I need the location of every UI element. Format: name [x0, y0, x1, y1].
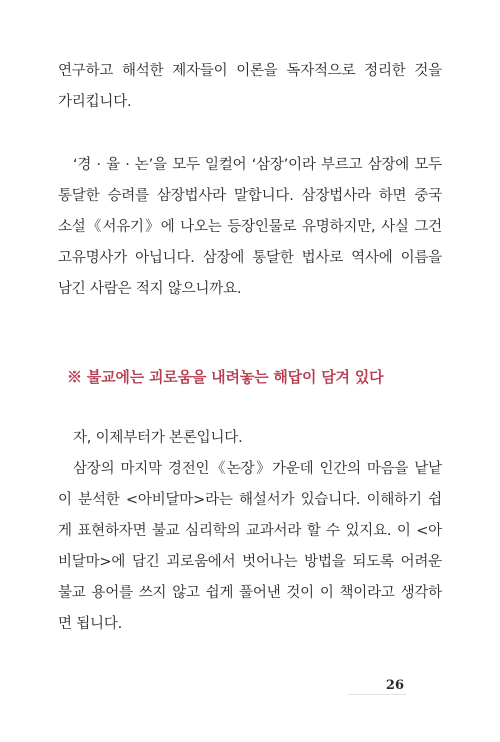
paragraph-line: 가리킵니다.	[58, 94, 132, 110]
paragraph-line: 고유명사가 아닙니다. 삼장에 통달한 법사로 역사에 이름을	[58, 250, 442, 266]
paragraph-line: 면 됩니다.	[58, 616, 123, 632]
paragraph-line: 비달마>에 담긴 괴로움에서 벗어나는 방법을 되도록 어려운	[58, 554, 442, 570]
paragraph-line: 삼장의 마지막 경전인《논장》가운데 인간의 마음을 낱낱	[73, 461, 442, 477]
page-number: 26	[385, 678, 404, 693]
paragraph-line: 연구하고 해석한 제자들이 이론을 독자적으로 정리한 것을	[58, 63, 442, 79]
footer-divider	[348, 694, 406, 695]
paragraph-line: 소설《서유기》에 나오는 등장인물로 유명하지만, 사실 그건	[58, 219, 442, 235]
paragraph-line: 게 표현하자면 불교 심리학의 교과서라 할 수 있지요. 이 <아	[58, 523, 442, 539]
paragraph-line: 자, 이제부터가 본론입니다.	[73, 430, 243, 446]
paragraph-line: ‘경 · 율 · 논’을 모두 일컬어 ‘삼장’이라 부르고 삼장에 모두	[73, 157, 442, 173]
paragraph-line: 불교 용어를 쓰지 않고 쉽게 풀어낸 것이 이 책이라고 생각하	[58, 585, 442, 601]
paragraph-line: 이 분석한 <아비달마>라는 해설서가 있습니다. 이해하기 쉽	[58, 492, 442, 508]
paragraph-line: 남긴 사람은 적지 않으니까요.	[58, 281, 242, 297]
section-heading: ※ 불교에는 괴로움을 내려놓는 해답이 담겨 있다	[67, 368, 384, 386]
paragraph-line: 통달한 승려를 삼장법사라 말합니다. 삼장법사라 하면 중국	[58, 188, 442, 204]
